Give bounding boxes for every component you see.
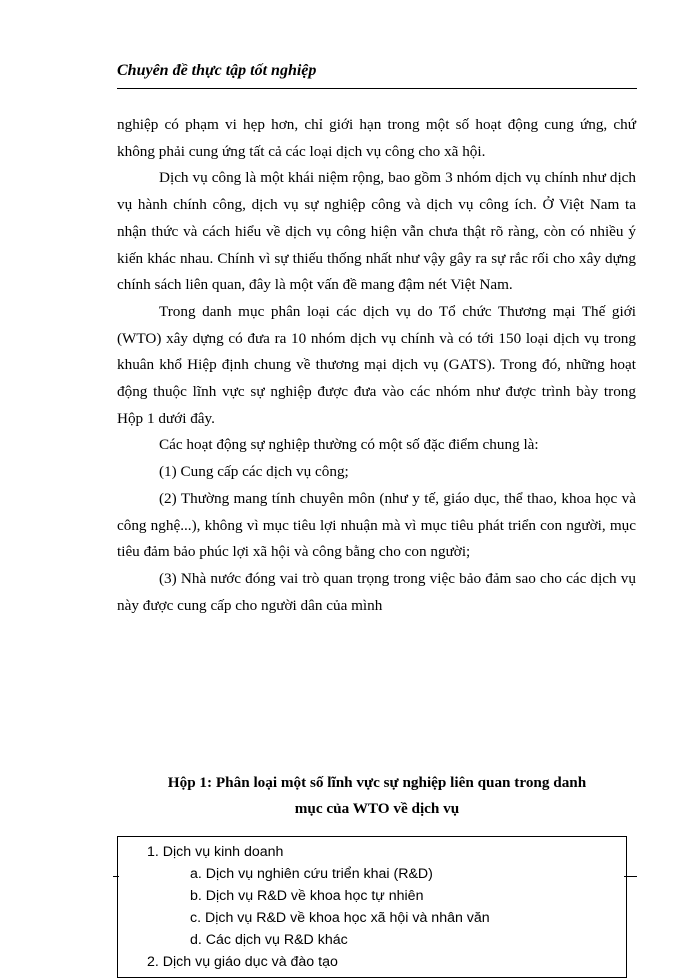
paragraph-3: Trong danh mục phân loại các dịch vụ do Tổ chức Thương mại Thế giới (WTO) xây dựng có đưa ra 10 nhóm dịch vụ chính và có tới 150 loại dịch vụ trong khuân khổ Hiệp định chung về thương mại dịch vụ (GATS). Trong đó, những hoạt động thuộc lĩnh vực sự nghiệp được đưa vào các nhóm như được trình bày trong Hộp 1 dưới đây. <box>117 302 636 427</box>
header-title: Chuyên đề thực tập tốt nghiệp <box>117 62 317 79</box>
paragraph-1: nghiệp có phạm vi hẹp hơn, chỉ giới hạn trong một số hoạt động cung ứng, chứ không phải cung ứng tất cả các loại dịch vụ công cho xã hội. <box>117 116 636 160</box>
box-item-2: 2. Dịch vụ giáo dục và đào tạo <box>147 954 338 970</box>
box-subitem-b: b. Dịch vụ R&D về khoa học tự nhiên <box>190 888 424 904</box>
box-item-1: 1. Dịch vụ kinh doanh <box>147 844 284 860</box>
list-item-1: (1) Cung cấp các dịch vụ công; <box>159 463 349 481</box>
paragraph-4: Các hoạt động sự nghiệp thường có một số đặc điểm chung là: <box>159 436 539 454</box>
header-rule <box>117 88 637 89</box>
box-title-line-2: mục của WTO về dịch vụ <box>294 800 460 817</box>
box-subitem-a: a. Dịch vụ nghiên cứu triển khai (R&D) <box>190 866 433 882</box>
margin-tick-left <box>113 876 119 877</box>
body-text <box>117 112 636 619</box>
margin-tick-right <box>624 876 637 877</box>
paragraph-2: Dịch vụ công là một khái niệm rộng, bao gồm 3 nhóm dịch vụ chính như dịch vụ hành chính công, dịch vụ sự nghiệp công và dịch vụ công ích. Ở Việt Nam ta nhận thức và cách hiểu về dịch vụ công hiện vẫn chưa thật rõ ràng, còn có nhiều ý kiến khác nhau. Chính vì sự thiếu thống nhất như vậy gây ra sự rắc rối cho xây dựng chính sách liên quan, đây là một vấn đề mang đậm nét Việt Nam. <box>117 169 636 294</box>
box-subitem-c: c. Dịch vụ R&D về khoa học xã hội và nhân văn <box>190 910 490 926</box>
box-title-line-1: Hộp 1: Phân loại một số lĩnh vực sự nghiệp liên quan trong danh <box>167 774 587 791</box>
box-title <box>117 770 637 822</box>
list-item-3: (3) Nhà nước đóng vai trò quan trọng trong việc bảo đảm sao cho các dịch vụ này được cung cấp cho người dân của mình <box>117 569 636 614</box>
list-item-2: (2) Thường mang tính chuyên môn (như y tế, giáo dục, thể thao, khoa học và công nghệ...), không vì mục tiêu lợi nhuận mà vì mục tiêu phát triển con người, mục tiêu đảm bảo phúc lợi xã hội và công bằng cho con người; <box>117 489 636 561</box>
box-subitem-d: d. Các dịch vụ R&D khác <box>190 932 348 948</box>
box-1-frame <box>117 836 627 978</box>
page-header <box>117 62 637 80</box>
